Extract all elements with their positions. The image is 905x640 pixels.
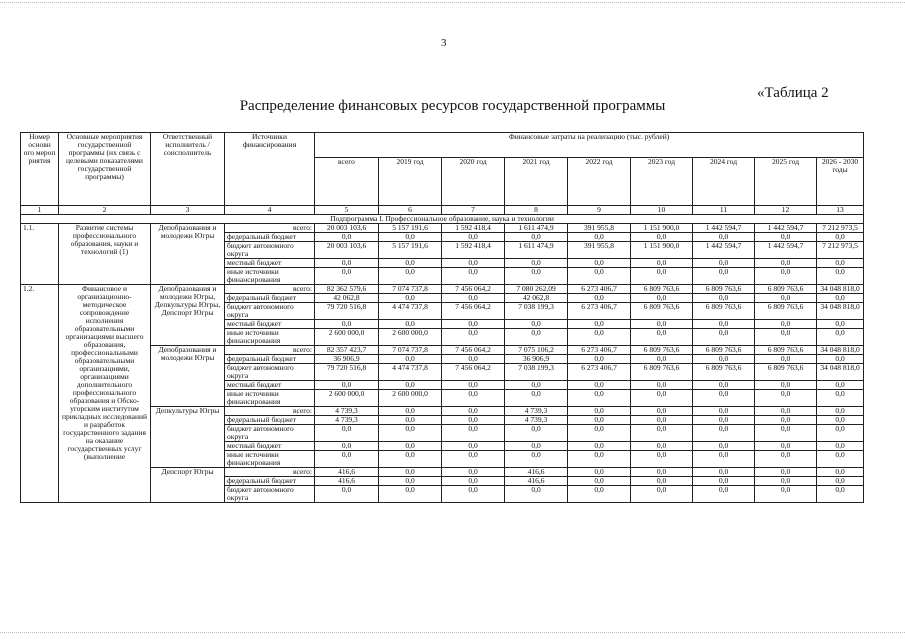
amount-cell: 0,0 (693, 259, 755, 268)
amount-cell: 0,0 (442, 407, 505, 416)
amount-cell: 0,0 (693, 416, 755, 425)
amount-cell: 0,0 (568, 381, 631, 390)
amount-cell: 0,0 (817, 416, 864, 425)
amount-cell: 2 600 000,0 (379, 329, 442, 346)
column-number: 12 (755, 206, 817, 215)
amount-cell: 0,0 (631, 425, 693, 442)
amount-cell: 0,0 (693, 355, 755, 364)
amount-cell: 20 003 103,6 (315, 242, 379, 259)
amount-cell: 0,0 (817, 477, 864, 486)
column-number: 13 (817, 206, 864, 215)
column-number: 10 (631, 206, 693, 215)
funding-source: иные источники финансирования (225, 268, 315, 285)
amount-cell: 7 038 199,3 (505, 364, 568, 381)
amount-cell: 0,0 (505, 381, 568, 390)
document-title: Распределение финансовых ресурсов государственной программы (239, 98, 666, 114)
amount-cell: 0,0 (817, 442, 864, 451)
amount-cell: 0,0 (442, 233, 505, 242)
amount-cell: 7 074 737,8 (379, 346, 442, 355)
amount-cell: 0,0 (505, 442, 568, 451)
amount-cell: 0,0 (693, 381, 755, 390)
amount-cell: 0,0 (442, 451, 505, 468)
amount-cell: 0,0 (755, 329, 817, 346)
amount-cell: 0,0 (568, 468, 631, 477)
amount-cell: 0,0 (693, 407, 755, 416)
amount-cell: 34 048 818,0 (817, 364, 864, 381)
amount-cell: 0,0 (568, 329, 631, 346)
amount-cell: 6 809 763,6 (693, 285, 755, 294)
amount-cell: 0,0 (315, 442, 379, 451)
amount-cell: 0,0 (379, 486, 442, 503)
amount-cell: 1 442 594,7 (693, 242, 755, 259)
amount-cell: 0,0 (568, 442, 631, 451)
amount-cell: 6 809 763,6 (693, 364, 755, 381)
amount-cell: 416,6 (505, 468, 568, 477)
amount-cell: 0,0 (442, 486, 505, 503)
amount-cell: 7 074 737,8 (379, 285, 442, 294)
amount-cell: 4 739,3 (505, 416, 568, 425)
header-year: 2025 год (755, 158, 817, 206)
amount-cell: 2 600 000,0 (315, 390, 379, 407)
funding-source: иные источники финансирования (225, 451, 315, 468)
amount-cell: 6 809 763,6 (631, 303, 693, 320)
amount-cell: 0,0 (315, 451, 379, 468)
column-number: 3 (151, 206, 225, 215)
activity-number: 1.1. (21, 224, 59, 285)
amount-cell: 0,0 (442, 390, 505, 407)
amount-cell: 0,0 (379, 425, 442, 442)
amount-cell: 0,0 (817, 233, 864, 242)
amount-cell: 1 151 900,0 (631, 242, 693, 259)
amount-cell: 4 474 737,8 (379, 303, 442, 320)
amount-cell: 0,0 (505, 486, 568, 503)
scan-top-edge (0, 2, 905, 3)
amount-cell: 0,0 (315, 486, 379, 503)
amount-cell: 0,0 (755, 381, 817, 390)
header-year: 2019 год (379, 158, 442, 206)
amount-cell: 0,0 (631, 355, 693, 364)
header-year: 2026 - 2030 годы (817, 158, 864, 206)
amount-cell: 0,0 (568, 407, 631, 416)
table-row (21, 224, 864, 233)
funding-source: местный бюджет (225, 381, 315, 390)
amount-cell: 0,0 (505, 259, 568, 268)
table-row (21, 285, 864, 294)
amount-cell: 1 611 474,9 (505, 224, 568, 233)
amount-cell: 4 739,3 (505, 407, 568, 416)
amount-cell: 0,0 (379, 468, 442, 477)
amount-cell: 0,0 (631, 259, 693, 268)
amount-cell: 42 062,8 (315, 294, 379, 303)
amount-cell: 1 592 418,4 (442, 224, 505, 233)
amount-cell: 0,0 (631, 407, 693, 416)
executor-name: Депобразования и молодежи Югры, Депкультуры Югры, Депспорт Югры (151, 285, 225, 346)
amount-cell: 0,0 (693, 390, 755, 407)
amount-cell: 0,0 (631, 390, 693, 407)
amount-cell: 0,0 (631, 329, 693, 346)
amount-cell: 0,0 (755, 294, 817, 303)
amount-cell: 0,0 (693, 442, 755, 451)
header-year: 2023 год (631, 158, 693, 206)
amount-cell: 20 003 103,6 (315, 224, 379, 233)
amount-cell: 36 906,9 (315, 355, 379, 364)
amount-cell: 0,0 (568, 425, 631, 442)
column-number: 6 (379, 206, 442, 215)
amount-cell: 0,0 (817, 320, 864, 329)
amount-cell: 0,0 (379, 355, 442, 364)
amount-cell: 4 474 737,8 (379, 364, 442, 381)
amount-cell: 0,0 (568, 268, 631, 285)
amount-cell: 6 273 406,7 (568, 364, 631, 381)
amount-cell: 6 809 763,6 (755, 285, 817, 294)
amount-cell: 34 048 818,0 (817, 285, 864, 294)
amount-cell: 0,0 (379, 477, 442, 486)
amount-cell: 0,0 (379, 407, 442, 416)
amount-cell: 0,0 (505, 390, 568, 407)
header-year: 2024 год (693, 158, 755, 206)
amount-cell: 42 062,8 (505, 294, 568, 303)
amount-cell: 0,0 (379, 416, 442, 425)
amount-cell: 0,0 (693, 468, 755, 477)
amount-cell: 0,0 (379, 381, 442, 390)
amount-cell: 7 456 064,2 (442, 364, 505, 381)
amount-cell: 6 273 406,7 (568, 346, 631, 355)
amount-cell: 0,0 (631, 294, 693, 303)
amount-cell: 0,0 (755, 355, 817, 364)
amount-cell: 0,0 (568, 416, 631, 425)
funding-source: федеральный бюджет (225, 477, 315, 486)
amount-cell: 7 038 199,3 (505, 303, 568, 320)
header-year: 2021 год (505, 158, 568, 206)
amount-cell: 7 080 262,09 (505, 285, 568, 294)
amount-cell: 0,0 (315, 268, 379, 285)
amount-cell: 1 592 418,4 (442, 242, 505, 259)
amount-cell: 0,0 (755, 416, 817, 425)
amount-cell: 0,0 (379, 320, 442, 329)
amount-cell: 0,0 (631, 477, 693, 486)
amount-cell: 6 809 763,6 (631, 346, 693, 355)
amount-cell: 34 048 818,0 (817, 346, 864, 355)
amount-cell: 0,0 (817, 329, 864, 346)
executor-name: Депспорт Югры (151, 468, 225, 503)
amount-cell: 0,0 (755, 390, 817, 407)
amount-cell: 0,0 (442, 425, 505, 442)
amount-cell: 0,0 (379, 294, 442, 303)
amount-cell: 6 273 406,7 (568, 303, 631, 320)
amount-cell: 2 600 000,0 (315, 329, 379, 346)
amount-cell: 0,0 (442, 381, 505, 390)
amount-cell: 0,0 (693, 425, 755, 442)
amount-cell: 7 075 106,2 (505, 346, 568, 355)
amount-cell: 391 955,8 (568, 242, 631, 259)
funding-source: бюджет автономного округа (225, 242, 315, 259)
amount-cell: 0,0 (631, 268, 693, 285)
funding-source: бюджет автономного округа (225, 303, 315, 320)
amount-cell: 0,0 (817, 390, 864, 407)
amount-cell: 0,0 (442, 416, 505, 425)
page-number: 3 (441, 37, 447, 49)
amount-cell: 1 442 594,7 (755, 224, 817, 233)
funding-source: федеральный бюджет (225, 294, 315, 303)
amount-cell: 0,0 (631, 486, 693, 503)
funding-source: местный бюджет (225, 259, 315, 268)
scan-bottom-edge (0, 632, 905, 633)
amount-cell: 5 157 191,6 (379, 242, 442, 259)
executor-name: Депобразования и молодежи Югры (151, 346, 225, 407)
amount-cell: 36 906,9 (505, 355, 568, 364)
table-label: «Таблица 2 (757, 85, 829, 101)
activity-number: 1.2. (21, 285, 59, 503)
amount-cell: 7 456 064,2 (442, 303, 505, 320)
column-number: 11 (693, 206, 755, 215)
amount-cell: 0,0 (315, 259, 379, 268)
amount-cell: 0,0 (693, 320, 755, 329)
amount-cell: 0,0 (379, 451, 442, 468)
amount-cell: 0,0 (755, 477, 817, 486)
amount-cell: 0,0 (693, 329, 755, 346)
amount-cell: 0,0 (568, 355, 631, 364)
amount-cell: 0,0 (568, 390, 631, 407)
amount-cell: 0,0 (379, 268, 442, 285)
amount-cell: 0,0 (505, 451, 568, 468)
activity-name: Развитие системы профессионального образования, науки и технологий (1) (59, 224, 151, 285)
amount-cell: 0,0 (693, 486, 755, 503)
amount-cell: 0,0 (693, 268, 755, 285)
amount-cell: 0,0 (379, 233, 442, 242)
amount-cell: 0,0 (755, 233, 817, 242)
column-number: 4 (225, 206, 315, 215)
amount-cell: 0,0 (442, 294, 505, 303)
amount-cell: 1 442 594,7 (693, 224, 755, 233)
header-executor: Ответственный исполнитель / соисполнитель (151, 133, 225, 206)
funding-source: бюджет автономного округа (225, 425, 315, 442)
amount-cell: 79 720 516,8 (315, 303, 379, 320)
amount-cell: 0,0 (379, 442, 442, 451)
amount-cell: 0,0 (817, 407, 864, 416)
header-year: всего (315, 158, 379, 206)
amount-cell: 0,0 (755, 320, 817, 329)
amount-cell: 416,6 (315, 477, 379, 486)
funding-source: бюджет автономного округа (225, 364, 315, 381)
amount-cell: 1 442 594,7 (755, 242, 817, 259)
amount-cell: 0,0 (442, 320, 505, 329)
funding-source: местный бюджет (225, 320, 315, 329)
amount-cell: 0,0 (693, 451, 755, 468)
amount-cell: 0,0 (568, 233, 631, 242)
amount-cell: 0,0 (755, 442, 817, 451)
subprogram-row: Подпрограмма I. Профессиональное образование, наука и технологии (21, 215, 864, 224)
amount-cell: 6 273 406,7 (568, 285, 631, 294)
amount-cell: 7 212 973,5 (817, 242, 864, 259)
funding-source: всего: (225, 224, 315, 233)
amount-cell: 0,0 (817, 468, 864, 477)
table-header (21, 133, 864, 224)
amount-cell: 0,0 (442, 259, 505, 268)
amount-cell: 0,0 (568, 320, 631, 329)
amount-cell: 0,0 (315, 425, 379, 442)
column-number: 7 (442, 206, 505, 215)
amount-cell: 0,0 (693, 233, 755, 242)
amount-cell: 2 600 000,0 (379, 390, 442, 407)
funding-source: всего: (225, 285, 315, 294)
column-number: 1 (21, 206, 59, 215)
column-number: 9 (568, 206, 631, 215)
amount-cell: 0,0 (631, 416, 693, 425)
amount-cell: 0,0 (631, 451, 693, 468)
funding-source: всего: (225, 468, 315, 477)
amount-cell: 0,0 (631, 468, 693, 477)
amount-cell: 0,0 (817, 425, 864, 442)
funding-source: всего: (225, 407, 315, 416)
amount-cell: 0,0 (817, 268, 864, 285)
amount-cell: 6 809 763,6 (631, 285, 693, 294)
amount-cell: 6 809 763,6 (631, 364, 693, 381)
amount-cell: 0,0 (817, 451, 864, 468)
amount-cell: 5 157 191,6 (379, 224, 442, 233)
amount-cell: 0,0 (442, 468, 505, 477)
funding-source: иные источники финансирования (225, 329, 315, 346)
amount-cell: 1 151 900,0 (631, 224, 693, 233)
amount-cell: 0,0 (442, 442, 505, 451)
amount-cell: 0,0 (631, 233, 693, 242)
amount-cell: 0,0 (817, 294, 864, 303)
executor-name: Депкультуры Югры (151, 407, 225, 468)
amount-cell: 0,0 (755, 407, 817, 416)
funding-source: местный бюджет (225, 442, 315, 451)
amount-cell: 0,0 (442, 268, 505, 285)
column-number: 8 (505, 206, 568, 215)
funding-source: федеральный бюджет (225, 416, 315, 425)
column-number: 5 (315, 206, 379, 215)
activity-name: Финансовое и организационно-методическое сопровождение исполнения образовательными организациями высшего образования, профессиональными образовательными организациями, организациями дополнительного профессионального образования и Обско-угорским институтом прикладных исследований и разработок государственного задания на оказание государственных услуг (выполнение (59, 285, 151, 503)
funding-source: иные источники финансирования (225, 390, 315, 407)
amount-cell: 82 357 423,7 (315, 346, 379, 355)
amount-cell: 0,0 (817, 381, 864, 390)
amount-cell: 4 739,3 (315, 416, 379, 425)
amount-cell: 0,0 (442, 477, 505, 486)
amount-cell: 79 720 516,8 (315, 364, 379, 381)
amount-cell: 0,0 (568, 477, 631, 486)
amount-cell: 7 456 064,2 (442, 285, 505, 294)
amount-cell: 1 611 474,9 (505, 242, 568, 259)
amount-cell: 0,0 (755, 259, 817, 268)
amount-cell: 0,0 (817, 486, 864, 503)
header-source: Источники финансирования (225, 133, 315, 206)
amount-cell: 0,0 (442, 329, 505, 346)
funding-source: федеральный бюджет (225, 355, 315, 364)
amount-cell: 0,0 (631, 320, 693, 329)
amount-cell: 0,0 (315, 381, 379, 390)
amount-cell: 416,6 (505, 477, 568, 486)
amount-cell: 0,0 (568, 294, 631, 303)
amount-cell: 0,0 (442, 355, 505, 364)
amount-cell: 34 048 818,0 (817, 303, 864, 320)
amount-cell: 0,0 (755, 268, 817, 285)
amount-cell: 6 809 763,6 (755, 364, 817, 381)
funding-source: всего: (225, 346, 315, 355)
amount-cell: 0,0 (817, 259, 864, 268)
amount-cell: 0,0 (379, 259, 442, 268)
amount-cell: 4 739,3 (315, 407, 379, 416)
table-body (21, 224, 864, 503)
amount-cell: 0,0 (755, 425, 817, 442)
amount-cell: 0,0 (631, 381, 693, 390)
header-activity: Основные мероприятия государственной программы (их связь с целевыми показателями государственной программы) (59, 133, 151, 206)
amount-cell: 0,0 (505, 233, 568, 242)
header-num: Номер основн ого мероп риятия (21, 133, 59, 206)
funding-source: федеральный бюджет (225, 233, 315, 242)
amount-cell: 0,0 (505, 320, 568, 329)
amount-cell: 0,0 (315, 320, 379, 329)
amount-cell: 0,0 (693, 477, 755, 486)
header-costs: Финансовые затраты на реализацию (тыс. рублей) (315, 133, 864, 158)
header-year: 2022 год (568, 158, 631, 206)
amount-cell: 7 456 064,2 (442, 346, 505, 355)
amount-cell: 0,0 (693, 294, 755, 303)
amount-cell: 6 809 763,6 (755, 346, 817, 355)
amount-cell: 0,0 (817, 355, 864, 364)
amount-cell: 0,0 (631, 442, 693, 451)
amount-cell: 0,0 (568, 486, 631, 503)
amount-cell: 7 212 973,5 (817, 224, 864, 233)
header-year: 2020 год (442, 158, 505, 206)
amount-cell: 0,0 (755, 468, 817, 477)
amount-cell: 0,0 (568, 451, 631, 468)
amount-cell: 0,0 (568, 259, 631, 268)
amount-cell: 0,0 (505, 329, 568, 346)
amount-cell: 0,0 (755, 486, 817, 503)
amount-cell: 82 362 579,6 (315, 285, 379, 294)
amount-cell: 0,0 (505, 425, 568, 442)
amount-cell: 0,0 (505, 268, 568, 285)
amount-cell: 6 809 763,6 (693, 346, 755, 355)
amount-cell: 416,6 (315, 468, 379, 477)
financial-table (20, 132, 864, 503)
amount-cell: 6 809 763,6 (755, 303, 817, 320)
funding-source: бюджет автономного округа (225, 486, 315, 503)
amount-cell: 391 955,8 (568, 224, 631, 233)
column-number: 2 (59, 206, 151, 215)
amount-cell: 6 809 763,6 (693, 303, 755, 320)
amount-cell: 0,0 (315, 233, 379, 242)
executor-name: Депобразования и молодежи Югры (151, 224, 225, 285)
amount-cell: 0,0 (755, 451, 817, 468)
